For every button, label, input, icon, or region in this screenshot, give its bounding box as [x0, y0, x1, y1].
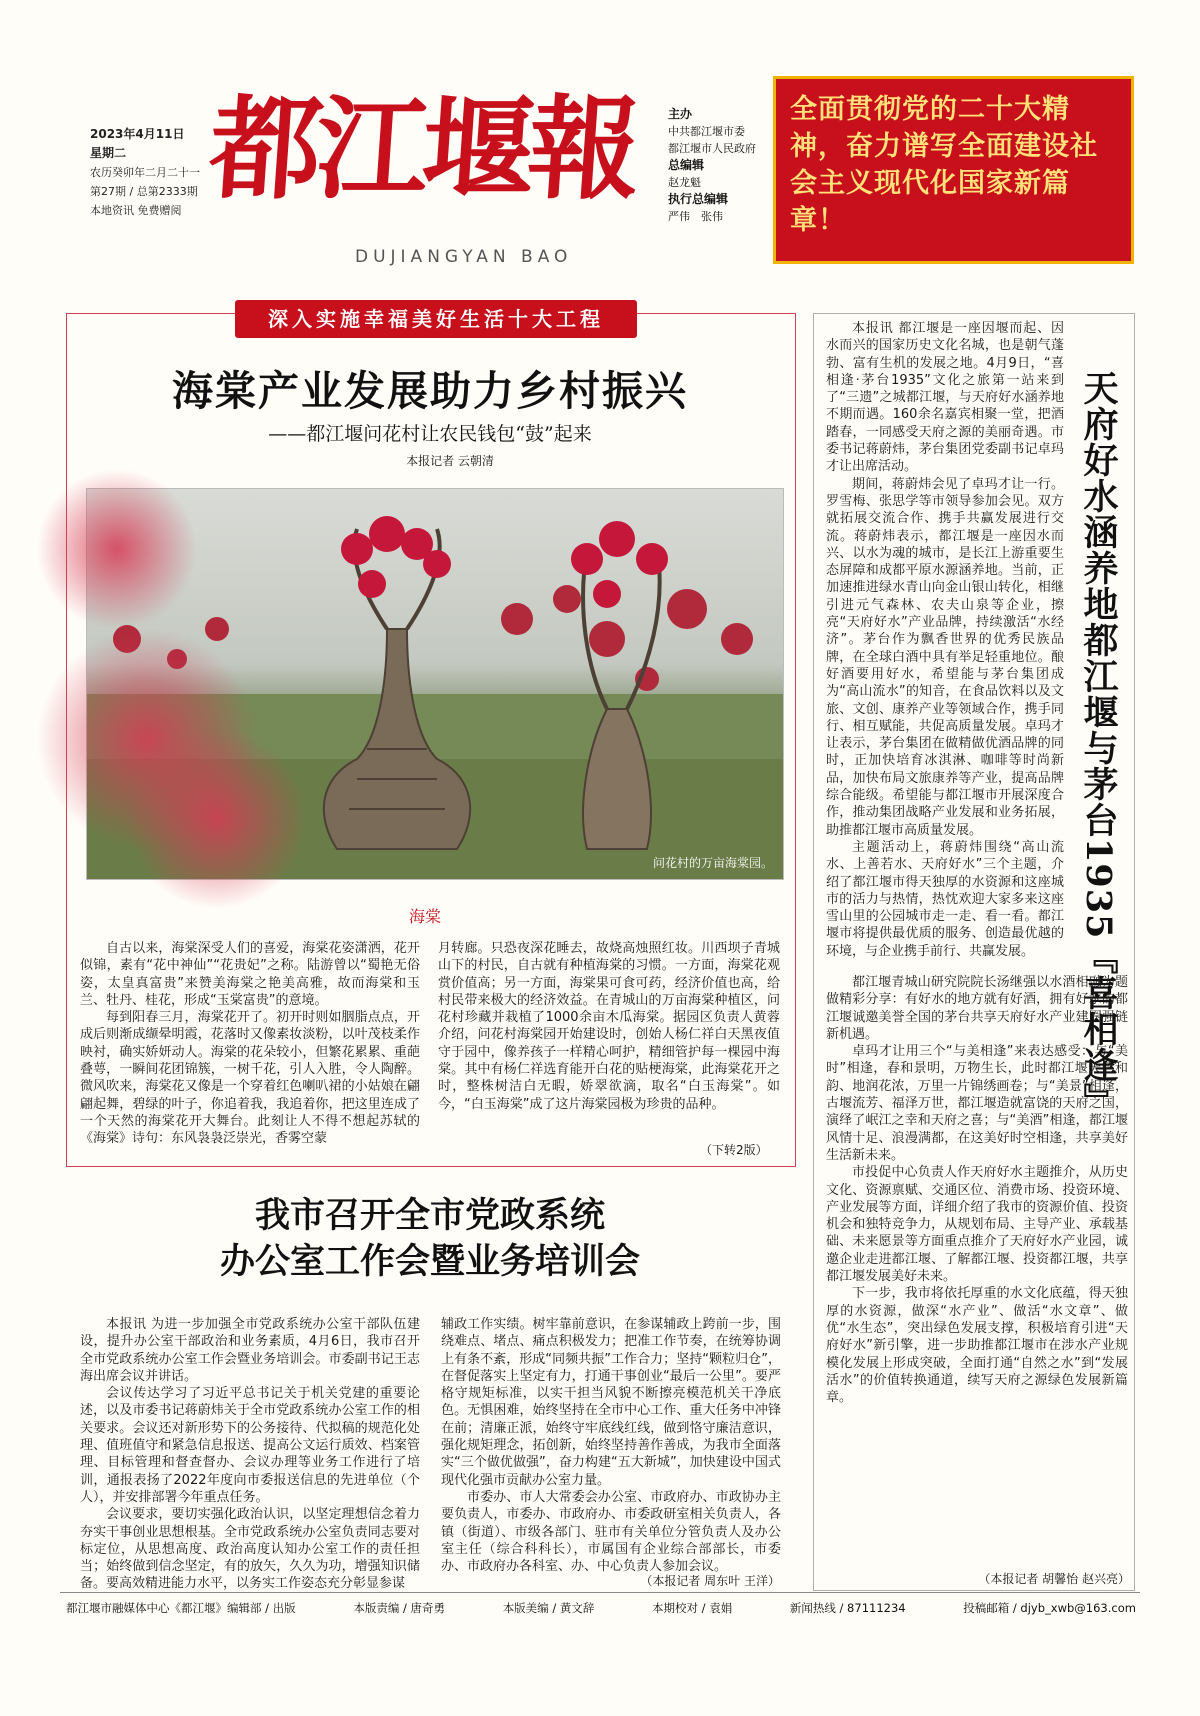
slogan-text: 全面贯彻党的二十大精神，奋力谱写全面建设社会主义现代化国家新篇章！	[790, 94, 1098, 236]
paragraph: 市投促中心负责人作天府好水主题推介，从历史文化、资源禀赋、交通区位、消费市场、投资环境、产业发展等方面，详细介绍了我市的资源价值、投资机会和独特竞争力，从规划布局、主导产业、承载基础、未来愿景等方面重点推介了天府好水产业园，诚邀企业走进都江堰、了解都江堰、投资都江堰，共享都江堰发展美好未来。	[826, 1165, 1128, 1285]
story2-column-2	[441, 1316, 781, 1575]
paragraph: 主题活动上，蒋蔚炜围绕“高山流水、上善若水、天府好水”三个主题，介绍了都江堰市得天独厚的水资源和这座城市的活力与热情，热忱欢迎大家多来这座雪山里的公园城市走一走、看一看。都江堰市将提供最优质的服务、创造最优越的环境，与企业携手前行、共赢发展。	[826, 839, 1064, 959]
paragraph: 会议要求，要切实强化政治认识，以坚定理想信念着力夯实干事创业思想根基。全市党政系统办公室负责同志要对标定位，从思想高度、政治高度认知办公室工作的责任担当；始终做到信念坚定，有的放矢，久久为功，增强知识储备。要高效精进能力水平，以务实工作姿态充分彰显参谋	[80, 1507, 420, 1592]
paragraph: 会议传达学习了习近平总书记关于机关党建的重要论述，以及市委书记蒋蔚炜关于全市党政系统办公室工作的相关要求。会议还对新形势下的公务接待、代拟稿的规范化处理、值班值守和紧急信息报送、提高公文运行质效、档案管理、目标管理和督查督办、会议办理等业务工作进行了培训，通报表扬了2022年度向市委报送信息的先进单位（个人），并安排部署今年重点任务。	[80, 1386, 420, 1505]
newspaper-title: 都江堰報	[205, 84, 639, 215]
exec-editor: 严伟 张伟	[668, 210, 723, 223]
newspaper-logo	[205, 75, 670, 275]
story1-byline: 本报记者 云朝清	[406, 454, 494, 468]
paragraph: 月转廊。只恐夜深花睡去，故烧高烛照红妆。川西坝子青城山下的村民，自古就有种植海棠的习惯。一方面，海棠花观赏价值高；另一方面，海棠果可食可药，经济价值也高，给村民带来极大的经济效益。在青城山的万亩海棠种植区，问花村珍藏并栽植了1000余亩木瓜海棠。据园区负责人黄蓉介绍，问花村海棠园开始建设时，创始人杨仁祥白天黑夜值守于园中，像养孩子一样精心呵护，精细管护每一棵园中海棠。其中有杨仁祥选育能开白花的贴梗海棠，此海棠花开之时，整株树洁白无暇，娇翠欲滴，取名“白玉海棠”。如今，“白玉海棠”成了这片海棠园极为珍贵的品种。	[438, 941, 780, 1112]
story1-subhead: ——都江堰问花村让农民钱包“鼓”起来	[268, 423, 592, 445]
paragraph: 下一步，我市将依托厚重的水文化底蕴，得天独厚的水资源，做深“水产业”、做活“水文章”、做优“水生态”，突出绿色发展支撑，积极培育引进“天府好水”新引擎，进一步助推都江堰市在涉水产业规模化发展上形成突破，全面打通“自然之水”到“发展活水”的价值转换通道，续写天府之源绿色发展新篇章。	[826, 1286, 1128, 1406]
story3-headline: 天府好水涵养地都江堰与茅台1935『喜相逢』	[1078, 370, 1119, 1120]
story2-headline	[80, 1193, 780, 1285]
story3-byline: （本报记者 胡馨怡 赵兴亮）	[978, 1572, 1130, 1586]
story2-column-1	[80, 1316, 420, 1590]
issue-weekday: 星期二	[90, 146, 127, 160]
paragraph: 都江堰青城山研究院院长汤继强以水酒相融为题做精彩分享：有好水的地方就有好酒，拥有好水的都江堰诚邀美誉全国的茅台共享天府好水产业建圈强链新机遇。	[826, 975, 1128, 1042]
photo-caption: 问花村的万亩海棠园。	[652, 856, 773, 870]
footer	[66, 1600, 1136, 1616]
continued-note: （下转2版）	[700, 1143, 768, 1157]
masthead-info	[90, 125, 220, 220]
paragraph: 期间，蒋蔚炜会见了卓玛才让一行。罗雪梅、张思学等市领导参加会见。双方就拓展交流合作、携手共赢发展进行交流。蒋蔚炜表示，都江堰是一座因水而兴、以水为魂的城市，是长江上游重要生态屏障和成都平原水源涵养地。当前，正加速推进绿水青山向金山银山转化，相继引进元气森林、农夫山泉等企业，擦亮“天府好水”产业品牌，持续激活“水经济”。茅台作为飘香世界的优秀民族品牌，在全球白酒中具有举足轻重地位。酿好酒要用好水，希望能与茅台集团成为“高山流水”的知音，在食品饮料以及文旅、文创、康养产业等领域合作，携手同行、相互赋能，共促高质量发展。卓玛才让表示，茅台集团在做精做优酒品牌的同时，正加快培育冰淇淋、咖啡等时尚新品，加快布局文旅康养等产业，提高品牌综合能级。希望能与都江堰市开展深度合作，推动集团战略产业发展和业务拓展，助推都江堰市高质量发展。	[826, 476, 1064, 838]
ribbon-text: 深入实施幸福美好生活十大工程	[268, 307, 604, 331]
lunar-date: 农历癸卯年二月二十一	[90, 166, 200, 179]
sponsor-2: 都江堰市人民政府	[668, 142, 756, 155]
paragraph: 辅政工作实绩。树牢靠前意识，在参谋辅政上跨前一步，围绕难点、堵点、痛点积极发力；把准工作节奏，在统筹协调上有条不紊，形成“同频共振”工作合力；坚持“颗粒归仓”，在督促落实上坚定有力，打通干事创业“最后一公里”。要严格守规矩标准，以实干担当风貌不断擦亮模范机关干净底色。无惧困难，始终坚持在全市中心工作、重大任务中冲锋在前；清廉正派，始终守牢底线红线，做到恪守廉洁意识，强化规矩理念，拓创新，始终坚持善作善成，为我市全面落实“三个做优做强”，奋力构建“五大新城”，加快建设中国式现代化强市贡献办公室力量。	[441, 1317, 781, 1488]
free-note: 本地资讯 免费赠阅	[90, 204, 182, 217]
section-ribbon	[235, 300, 637, 338]
paragraph: 本报讯 都江堰是一座因堰而起、因水而兴的国家历史文化名城，也是朝气蓬勃、富有生机的发展之地。4月9日，“喜相逢·茅台1935”文化之旅第一站来到了“三遗”之城都江堰，与天府好水涵养地不期而遇。160余名嘉宾相聚一堂，把酒踏春，一同感受天府之源的美丽奇遇。市委书记蒋蔚炜，茅台集团党委副书记卓玛才让出席活动。	[826, 321, 1064, 475]
chief-editor-label: 总编辑	[668, 158, 705, 172]
chief-editor: 赵龙魁	[668, 176, 701, 189]
story1-column-2	[438, 940, 780, 1140]
story2-byline: （本报记者 周东叶 王洋）	[640, 1574, 780, 1588]
masthead-credits	[668, 106, 768, 225]
newspaper-pinyin: DUJIANGYAN BAO	[355, 247, 573, 267]
footer-publisher: 都江堰市融媒体中心《都江堰》编辑部 / 出版	[66, 1601, 296, 1615]
exec-editor-label: 执行总编辑	[668, 192, 729, 206]
footer-proof: 本期校对 / 袁娟	[652, 1601, 733, 1615]
paragraph: 每到阳春三月，海棠花开了。初开时则如胭脂点点，开成后则渐成缬晕明霞，花落时又像素妆淡粉，以叶茂枝柔作映衬，确实娇妍动人。海棠的花朵较小，但繁花累累、重葩叠萼，一瞬间花团锦簇，一树千花，引人入胜，令人陶醉。微风吹来，海棠花又像是一个穿着红色喇叭裙的小姑娘在翩翩起舞，碧绿的叶子，你追着我，我追着你，把这里连成了一个天然的海棠花开大舞台。此刻让人不得不想起苏轼的《海棠》诗句：东风袅袅泛崇光，香雾空蒙	[80, 1010, 420, 1147]
footer-divider	[60, 1592, 1140, 1593]
paragraph: 卓玛才让用三个“与美相逢”来表达感受：与“美时”相逢，春和景明，万物生长，此时都江堰天色和韵、地润花浓，万里一片锦绣画卷；与“美景”相逢，古堰流芳、福泽万世，都江堰造就富饶的天府之国，演绎了岷江之幸和天府之喜；与“美酒”相逢，都江堰风情十足、浪漫满都，在这美好时空相逢，共享美好生活新未来。	[826, 1044, 1128, 1163]
paragraph: 自古以来，海棠深受人们的喜爱，海棠花姿潇洒，花开似锦，素有“花中神仙”“花贵妃”之称。陆游曾以“蜀艳无俗姿，太皇真富贵”来赞美海棠之艳美高雅，故而海棠和玉兰、牡丹、桂花，形成“玉棠富贵”的意境。	[80, 941, 420, 1008]
sponsor-label: 主办	[668, 107, 693, 121]
story3-column-2	[826, 974, 1128, 1559]
story3-column-1	[826, 320, 1064, 959]
photo-label: 海棠	[408, 907, 441, 926]
issue-date: 2023年4月11日	[90, 127, 185, 141]
footer-designer: 本版美编 / 黄文辞	[502, 1601, 595, 1615]
story1-headline: 海棠产业发展助力乡村振兴	[172, 367, 688, 415]
story1-column-1	[80, 940, 420, 1147]
footer-email: 投稿邮箱 / djyb_xwb@163.com	[963, 1601, 1136, 1615]
begonia-photo	[86, 488, 784, 880]
footer-hotline: 新闻热线 / 87111234	[789, 1601, 906, 1615]
sponsor-1: 中共都江堰市委	[668, 125, 745, 138]
issue-number: 第27期 / 总第2333期	[90, 185, 198, 198]
footer-editor: 本版责编 / 唐奇勇	[353, 1601, 446, 1615]
begonia-photo-art	[87, 489, 783, 879]
story2-headline-line-1: 我市召开全市党政系统	[254, 1195, 605, 1236]
paragraph: 市委办、市人大常委会办公室、市政府办、市政协办主要负责人，市委办、市政府办、市委政研室相关负责人，各镇（街道）、市级各部门、驻市有关单位分管负责人及办公室主任（综合科科长），市属国有企业综合部部长，市委办、市政府办各科室、办、中心负责人参加会议。	[441, 1489, 781, 1575]
paragraph: 本报讯 为进一步加强全市党政系统办公室干部队伍建设，提升办公室干部政治和业务素质，4月6日，我市召开全市党政系统办公室工作会暨业务培训会。市委副书记王志海出席会议并讲话。	[80, 1317, 420, 1384]
slogan-banner	[773, 76, 1134, 264]
story2-headline-line-2: 办公室工作会暨业务培训会	[219, 1241, 640, 1282]
